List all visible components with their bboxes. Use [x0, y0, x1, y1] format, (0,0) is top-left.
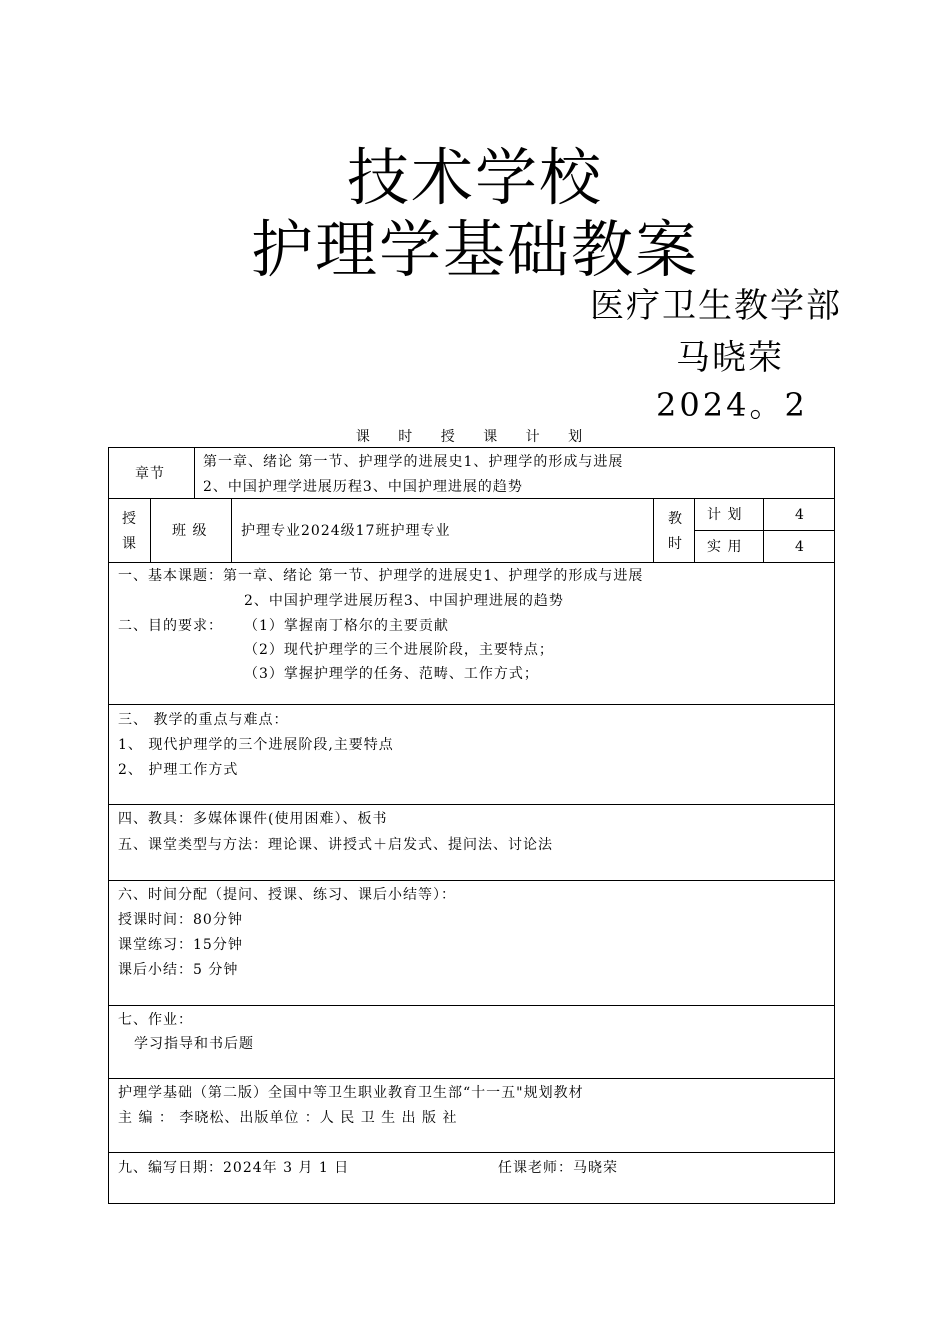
textbook-line-1: 护理学基础（第二版）全国中等卫生职业教育卫生部“十一五"规划教材 — [118, 1085, 584, 1101]
col-divider — [653, 498, 654, 562]
textbook-line-2: 主 编 ： 李晓松、出版单位 ：人 民 卫 生 出 版 社 — [118, 1110, 458, 1126]
class-label: 班 级 — [172, 523, 208, 539]
row-divider — [108, 880, 835, 881]
time-item: 课堂练习：15分钟 — [118, 937, 243, 953]
basic-topic-line-1: 一、基本课题：第一章、绪论 第一节、护理学的进展史1、护理学的形成与进展 — [118, 568, 644, 584]
chapter-line-1: 第一章、绪论 第一节、护理学的进展史1、护理学的形成与进展 — [203, 454, 624, 470]
school-title: 技术学校 — [346, 141, 603, 214]
col-divider — [194, 448, 195, 498]
hours-label-top: 教 — [668, 511, 683, 527]
chapter-label: 章节 — [135, 466, 165, 482]
time-item: 授课时间：80分钟 — [118, 912, 243, 928]
homework-value: 学习指导和书后题 — [134, 1036, 254, 1052]
class-method: 五、课堂类型与方法：理论课、讲授式＋启发式、提问法、讨论法 — [118, 837, 553, 853]
col-divider — [694, 498, 695, 562]
plan-title: 课 时 授 课 计 划 — [355, 429, 595, 445]
chapter-line-2: 2、中国护理学进展历程3、中国护理进展的趋势 — [203, 479, 523, 495]
row-divider — [108, 804, 835, 805]
teach-label-bottom: 课 — [122, 536, 137, 552]
basic-topic-line-2: 2、中国护理学进展历程3、中国护理进展的趋势 — [244, 593, 564, 609]
write-date: 九、编写日期：2024年 3 月 1 日 — [118, 1160, 350, 1176]
class-value: 护理专业2024级17班护理专业 — [241, 523, 451, 539]
col-divider — [231, 498, 232, 562]
goals-label: 二、目的要求： — [118, 618, 223, 634]
author-name: 马晓荣 — [676, 338, 784, 378]
actual-label: 实 用 — [707, 539, 743, 555]
col-divider — [763, 498, 764, 562]
goal-item: （1）掌握南丁格尔的主要贡献 — [244, 618, 449, 634]
row-divider — [108, 562, 835, 563]
hours-label-bottom: 时 — [668, 536, 683, 552]
time-heading: 六、时间分配（提问、授课、练习、课后小结等）： — [118, 887, 456, 903]
planned-label: 计 划 — [707, 507, 743, 523]
homework-heading: 七、作业： — [118, 1012, 193, 1028]
actual-value: 4 — [795, 539, 805, 555]
goal-item: （2）现代护理学的三个进展阶段，主要特点； — [244, 642, 554, 658]
teacher-name: 任课老师：马晓荣 — [498, 1160, 618, 1176]
col-divider — [150, 498, 151, 562]
key-point-item: 1、 现代护理学的三个进展阶段,主要特点 — [118, 737, 394, 753]
document-title: 护理学基础教案 — [250, 213, 699, 286]
goal-item: （3）掌握护理学的任务、范畴、工作方式； — [244, 666, 539, 682]
row-divider — [108, 498, 835, 499]
time-item: 课后小结：5 分钟 — [118, 962, 239, 978]
key-points-heading: 三、 教学的重点与难点： — [118, 712, 289, 728]
key-point-item: 2、 护理工作方式 — [118, 762, 239, 778]
department-name: 医疗卫生教学部 — [590, 286, 842, 326]
row-divider — [108, 704, 835, 705]
teach-label-top: 授 — [122, 511, 137, 527]
row-divider — [108, 1005, 835, 1006]
row-divider — [108, 1152, 835, 1153]
cover-date: 2024。2 — [656, 386, 808, 424]
planned-value: 4 — [795, 507, 805, 523]
teaching-tools: 四、教具：多媒体课件(使用困难）、板书 — [118, 811, 388, 827]
row-divider — [694, 530, 835, 531]
row-divider — [108, 1078, 835, 1079]
